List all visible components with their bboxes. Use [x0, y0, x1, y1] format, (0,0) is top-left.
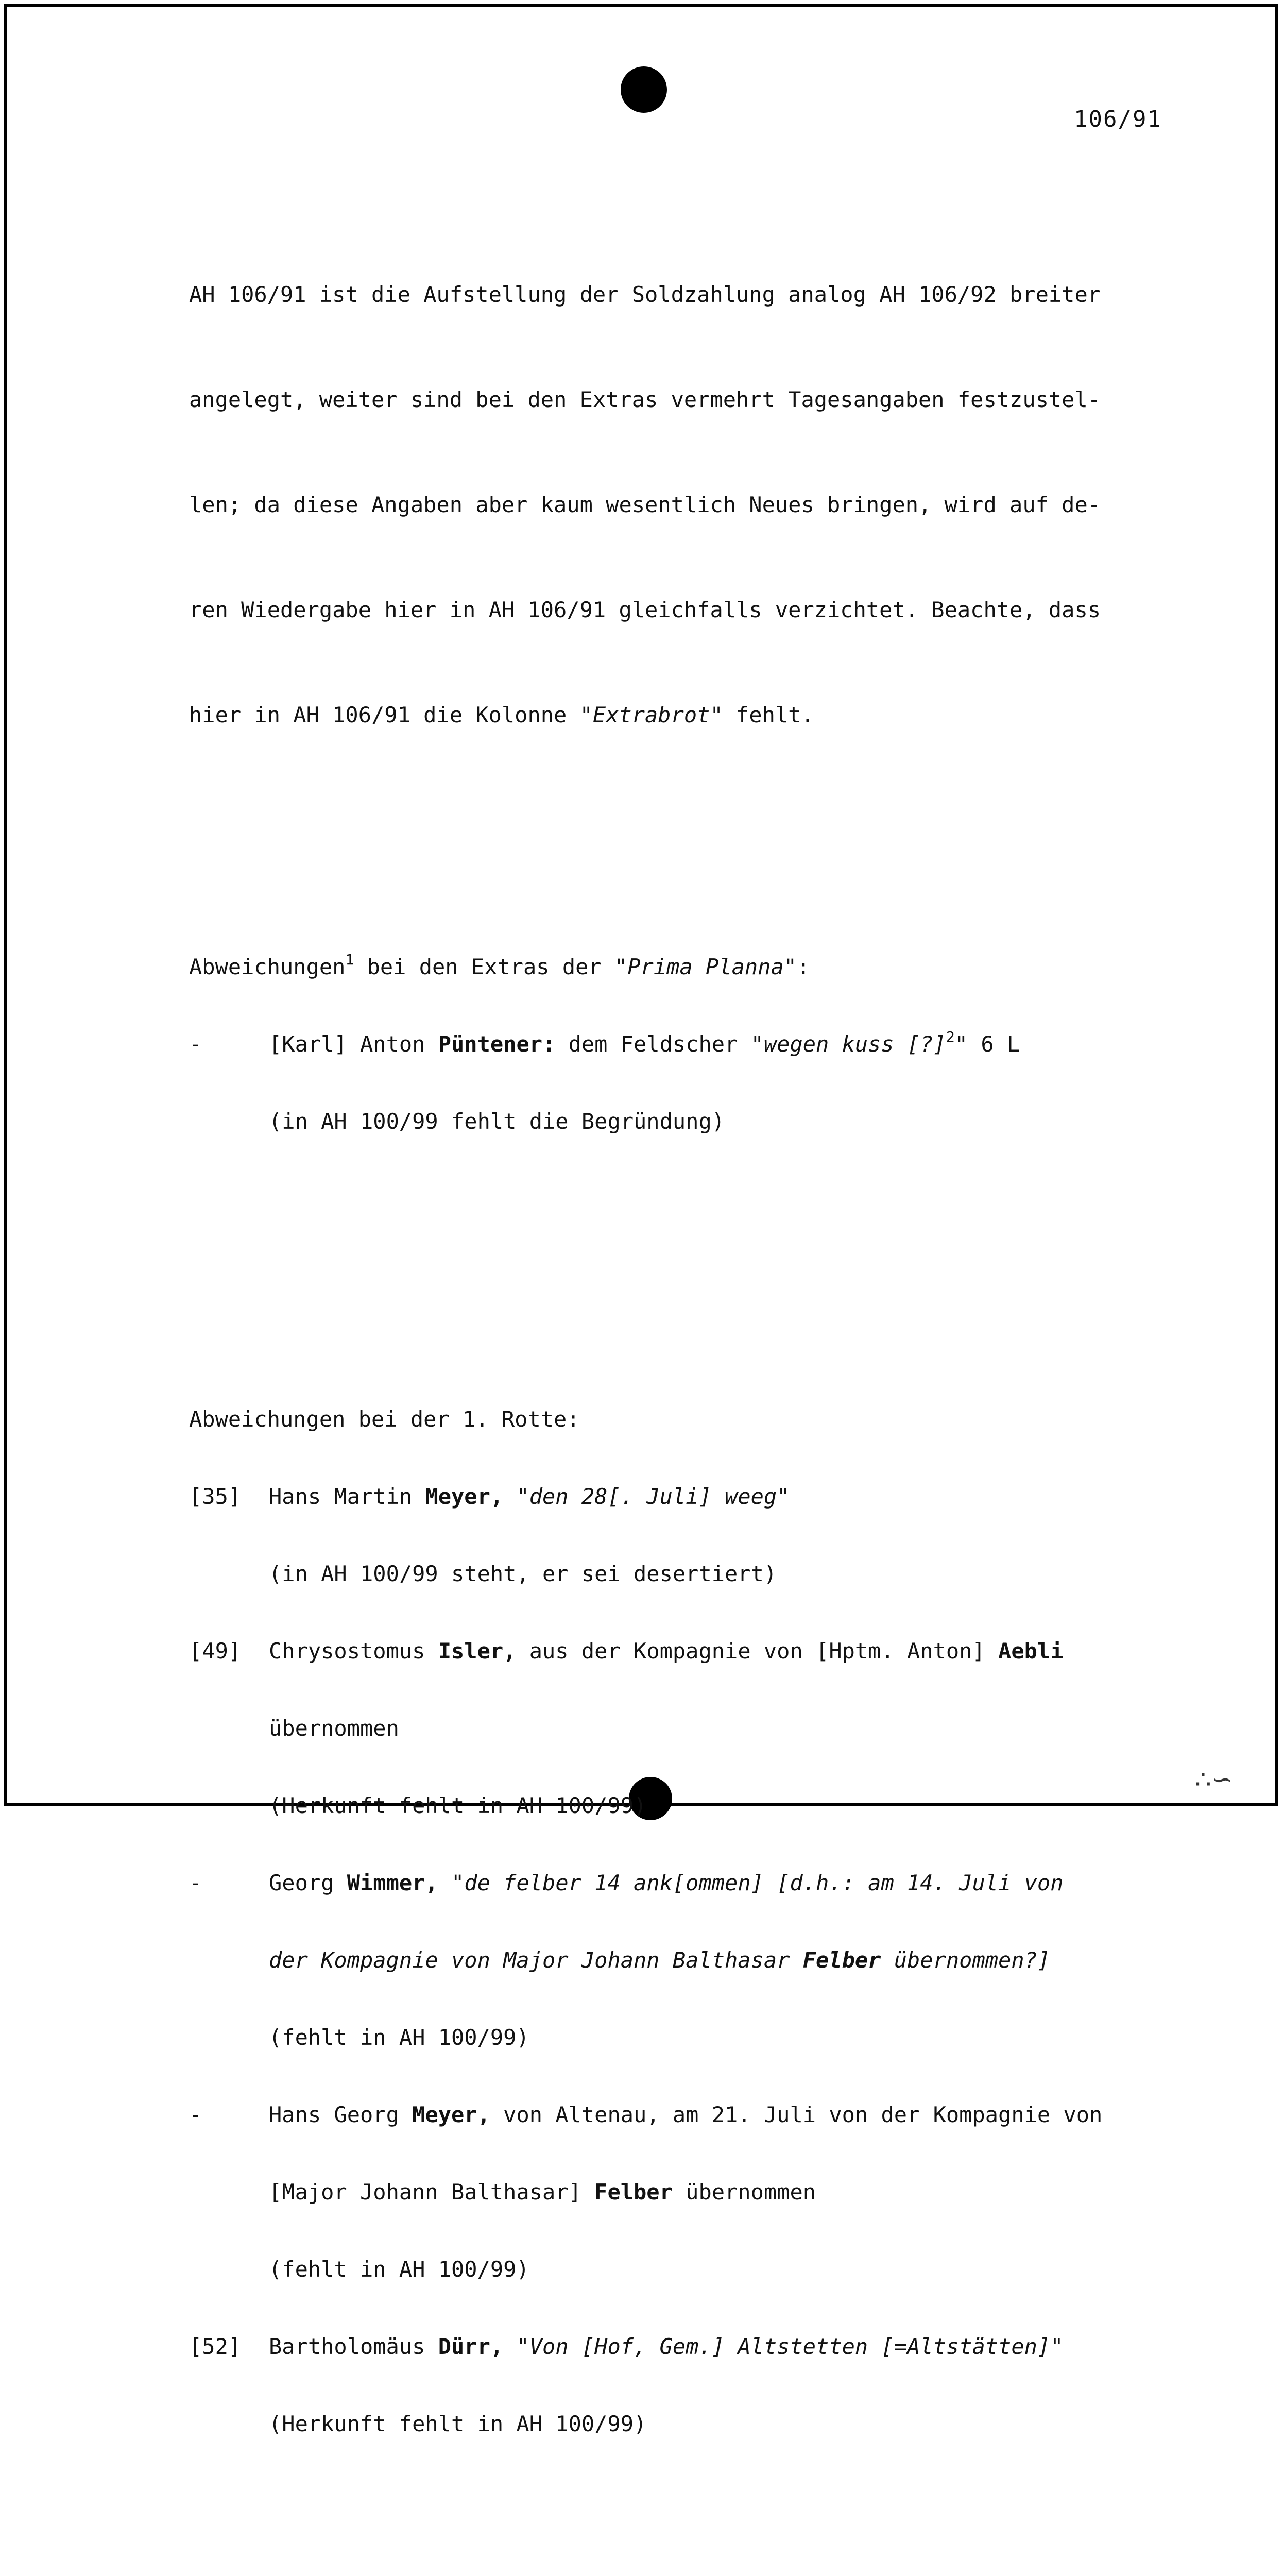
intro-line: angelegt, weiter sind bei den Extras vermehrt Tagesangaben festzustel- [189, 387, 1101, 412]
text: aus der Kompagnie von [Hptm. Anton] [516, 1638, 999, 1664]
intro-line: len; da diese Angaben aber kaum wesentlich Neues bringen, wird auf de- [189, 492, 1101, 517]
entry [189, 2334, 1168, 2360]
intro-line [189, 698, 1168, 730]
entry-marker: - [189, 2102, 202, 2127]
text: ": [783, 954, 810, 979]
text: " [777, 1484, 790, 1509]
entry-note [189, 1793, 1168, 1819]
text: Felber [594, 2179, 673, 2205]
text: Wimmer, [347, 1870, 438, 1895]
text: (fehlt in AH 100/99) [269, 2025, 529, 2050]
entry-note [189, 1561, 1168, 1587]
text: Hans Martin [269, 1484, 425, 1509]
page-number: 106/91 [1074, 106, 1162, 132]
section-rotte-1 [189, 1355, 1168, 2488]
text: (Herkunft fehlt in AH 100/99) [269, 1793, 647, 1818]
text: Bartholomäus [269, 2334, 438, 2359]
text: Meyer, [412, 2102, 490, 2127]
text: Felber [802, 1947, 881, 1973]
text: [Major Johann Balthasar] [269, 2179, 595, 2205]
entry [189, 1870, 1168, 1896]
text: dem Feldscher " [555, 1031, 764, 1057]
text: Hans Georg [269, 2102, 413, 2127]
text: Püntener: [438, 1031, 556, 1057]
text: [Karl] Anton [269, 1031, 438, 1057]
entry-note [189, 1109, 1168, 1134]
text: (Herkunft fehlt in AH 100/99) [269, 2411, 647, 2436]
text: Prima Planna [627, 954, 784, 979]
text: Georg [269, 1870, 347, 1895]
entry-continuation [189, 2179, 1168, 2205]
text: " [503, 2334, 529, 2359]
footnote-marker: 1 [345, 951, 354, 968]
intro-line: AH 106/91 ist die Aufstellung der Soldzahlung analog AH 106/92 breiter [189, 282, 1101, 307]
section-heading: Abweichungen bei der 1. Rotte: [189, 1406, 580, 1432]
text: Isler, [438, 1638, 517, 1664]
text: der Kompagnie von Major Johann Balthasar [269, 1947, 803, 1973]
text: Aebli [998, 1638, 1064, 1664]
text: (in AH 100/99 steht, er sei desertiert) [269, 1561, 777, 1586]
text: übernommen?] [881, 1947, 1051, 1973]
text: Meyer, [425, 1484, 504, 1509]
text: hier in AH 106/91 die Kolonne " [189, 702, 593, 727]
text: de felber 14 ank[ommen] [d.h.: am 14. Juli von [464, 1870, 1064, 1895]
section-prima-planna [189, 903, 1168, 1186]
text: bei den Extras der " [354, 954, 628, 979]
document-body [189, 156, 1168, 2576]
text: Von [Hof, Gem.] Altstetten [=Altstätten] [529, 2334, 1051, 2359]
entry-note [189, 2411, 1168, 2437]
text: " [1050, 2334, 1064, 2359]
entry [189, 1028, 1168, 1057]
text: " fehlt. [710, 702, 814, 727]
intro-paragraph [189, 207, 1168, 800]
entry-marker: [35] [189, 1484, 242, 1509]
text: Chrysostomus [269, 1638, 438, 1664]
section-heading [189, 951, 1168, 980]
entry-note [189, 2257, 1168, 2282]
intro-line: ren Wiedergabe hier in AH 106/91 gleichfalls verzichtet. Beachte, dass [189, 597, 1101, 622]
entry-marker: [49] [189, 1638, 242, 1664]
text: " 6 L [954, 1031, 1020, 1057]
entry-marker: - [189, 1870, 202, 1895]
text: " [503, 1484, 529, 1509]
entry-marker: [52] [189, 2334, 242, 2359]
text: übernommen [269, 1716, 399, 1741]
text: " [438, 1870, 465, 1895]
text: Extrabrot [592, 702, 710, 727]
entry [189, 1484, 1168, 1510]
text: wegen kuss [?] [763, 1031, 946, 1057]
text: (in AH 100/99 fehlt die Begründung) [269, 1109, 725, 1134]
text: Abweichungen [189, 954, 346, 979]
text: den 28[. Juli] weeg [529, 1484, 777, 1509]
punch-hole-top [621, 66, 667, 113]
text: übernommen [672, 2179, 816, 2205]
entry-continuation [189, 1716, 1168, 1741]
entry [189, 1638, 1168, 1664]
text: von Altenau, am 21. Juli von der Kompagnie von [490, 2102, 1103, 2127]
entry-note [189, 2025, 1168, 2050]
footnote-marker: 2 [946, 1028, 955, 1045]
entry-marker: - [189, 1031, 202, 1057]
text: Dürr, [438, 2334, 504, 2359]
text: (fehlt in AH 100/99) [269, 2257, 529, 2282]
handwritten-mark: ∴∽ [1195, 1765, 1233, 1794]
entry-continuation [189, 1947, 1168, 1973]
entry [189, 2102, 1168, 2128]
